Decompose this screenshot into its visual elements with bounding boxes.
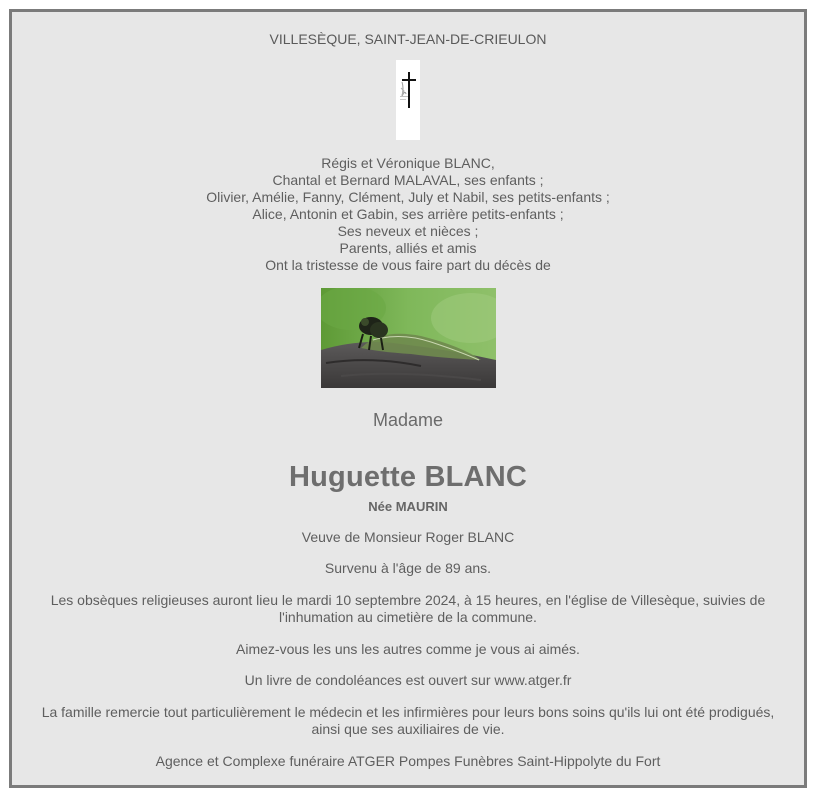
thanks: La famille remercie tout particulièrement le médecin et les infirmières pour leurs bons soins qu'ils lui ont été prodigués, ainsi que ses auxiliaires de vie. (41, 704, 775, 737)
family-line: Chantal et Bernard MALAVAL, ses enfants ; (272, 172, 544, 188)
age-line: Survenu à l'âge de 89 ans. (324, 560, 492, 576)
family-line: Olivier, Amélie, Fanny, Clément, July et Nabil, ses petits-enfants ; (206, 189, 610, 205)
location-heading: VILLESÈQUE, SAINT-JEAN-DE-CRIEULON (269, 31, 547, 47)
family-announcement (12, 155, 804, 274)
maiden-name: Née MAURIN (368, 499, 448, 514)
family-line: Alice, Antonin et Gabin, ses arrière petits-enfants ; (252, 206, 564, 222)
cross-icon (396, 60, 420, 140)
condolence-line: Un livre de condoléances est ouvert sur www.atger.fr (244, 672, 572, 688)
family-line: Ont la tristesse de vous faire part du décès de (265, 257, 551, 273)
obituary-notice (9, 9, 807, 788)
cicada-photo (321, 288, 496, 388)
civility: Madame (372, 410, 444, 430)
family-line: Régis et Véronique BLANC, (321, 155, 495, 171)
quote: Aimez-vous les uns les autres comme je vous ai aimés. (236, 641, 580, 657)
agency: Agence et Complexe funéraire ATGER Pompes Funèbres Saint-Hippolyte du Fort (155, 753, 661, 769)
widow-of: Veuve de Monsieur Roger BLANC (301, 529, 515, 545)
family-line: Ses neveux et nièces ; (337, 223, 479, 239)
funeral-info: Les obsèques religieuses auront lieu le mardi 10 septembre 2024, à 15 heures, en l'église de Villesèque, suivies de l'inhumation au cimetière de la commune. (50, 592, 766, 625)
deceased-name: Huguette BLANC (288, 461, 527, 493)
family-line: Parents, alliés et amis (339, 240, 477, 256)
